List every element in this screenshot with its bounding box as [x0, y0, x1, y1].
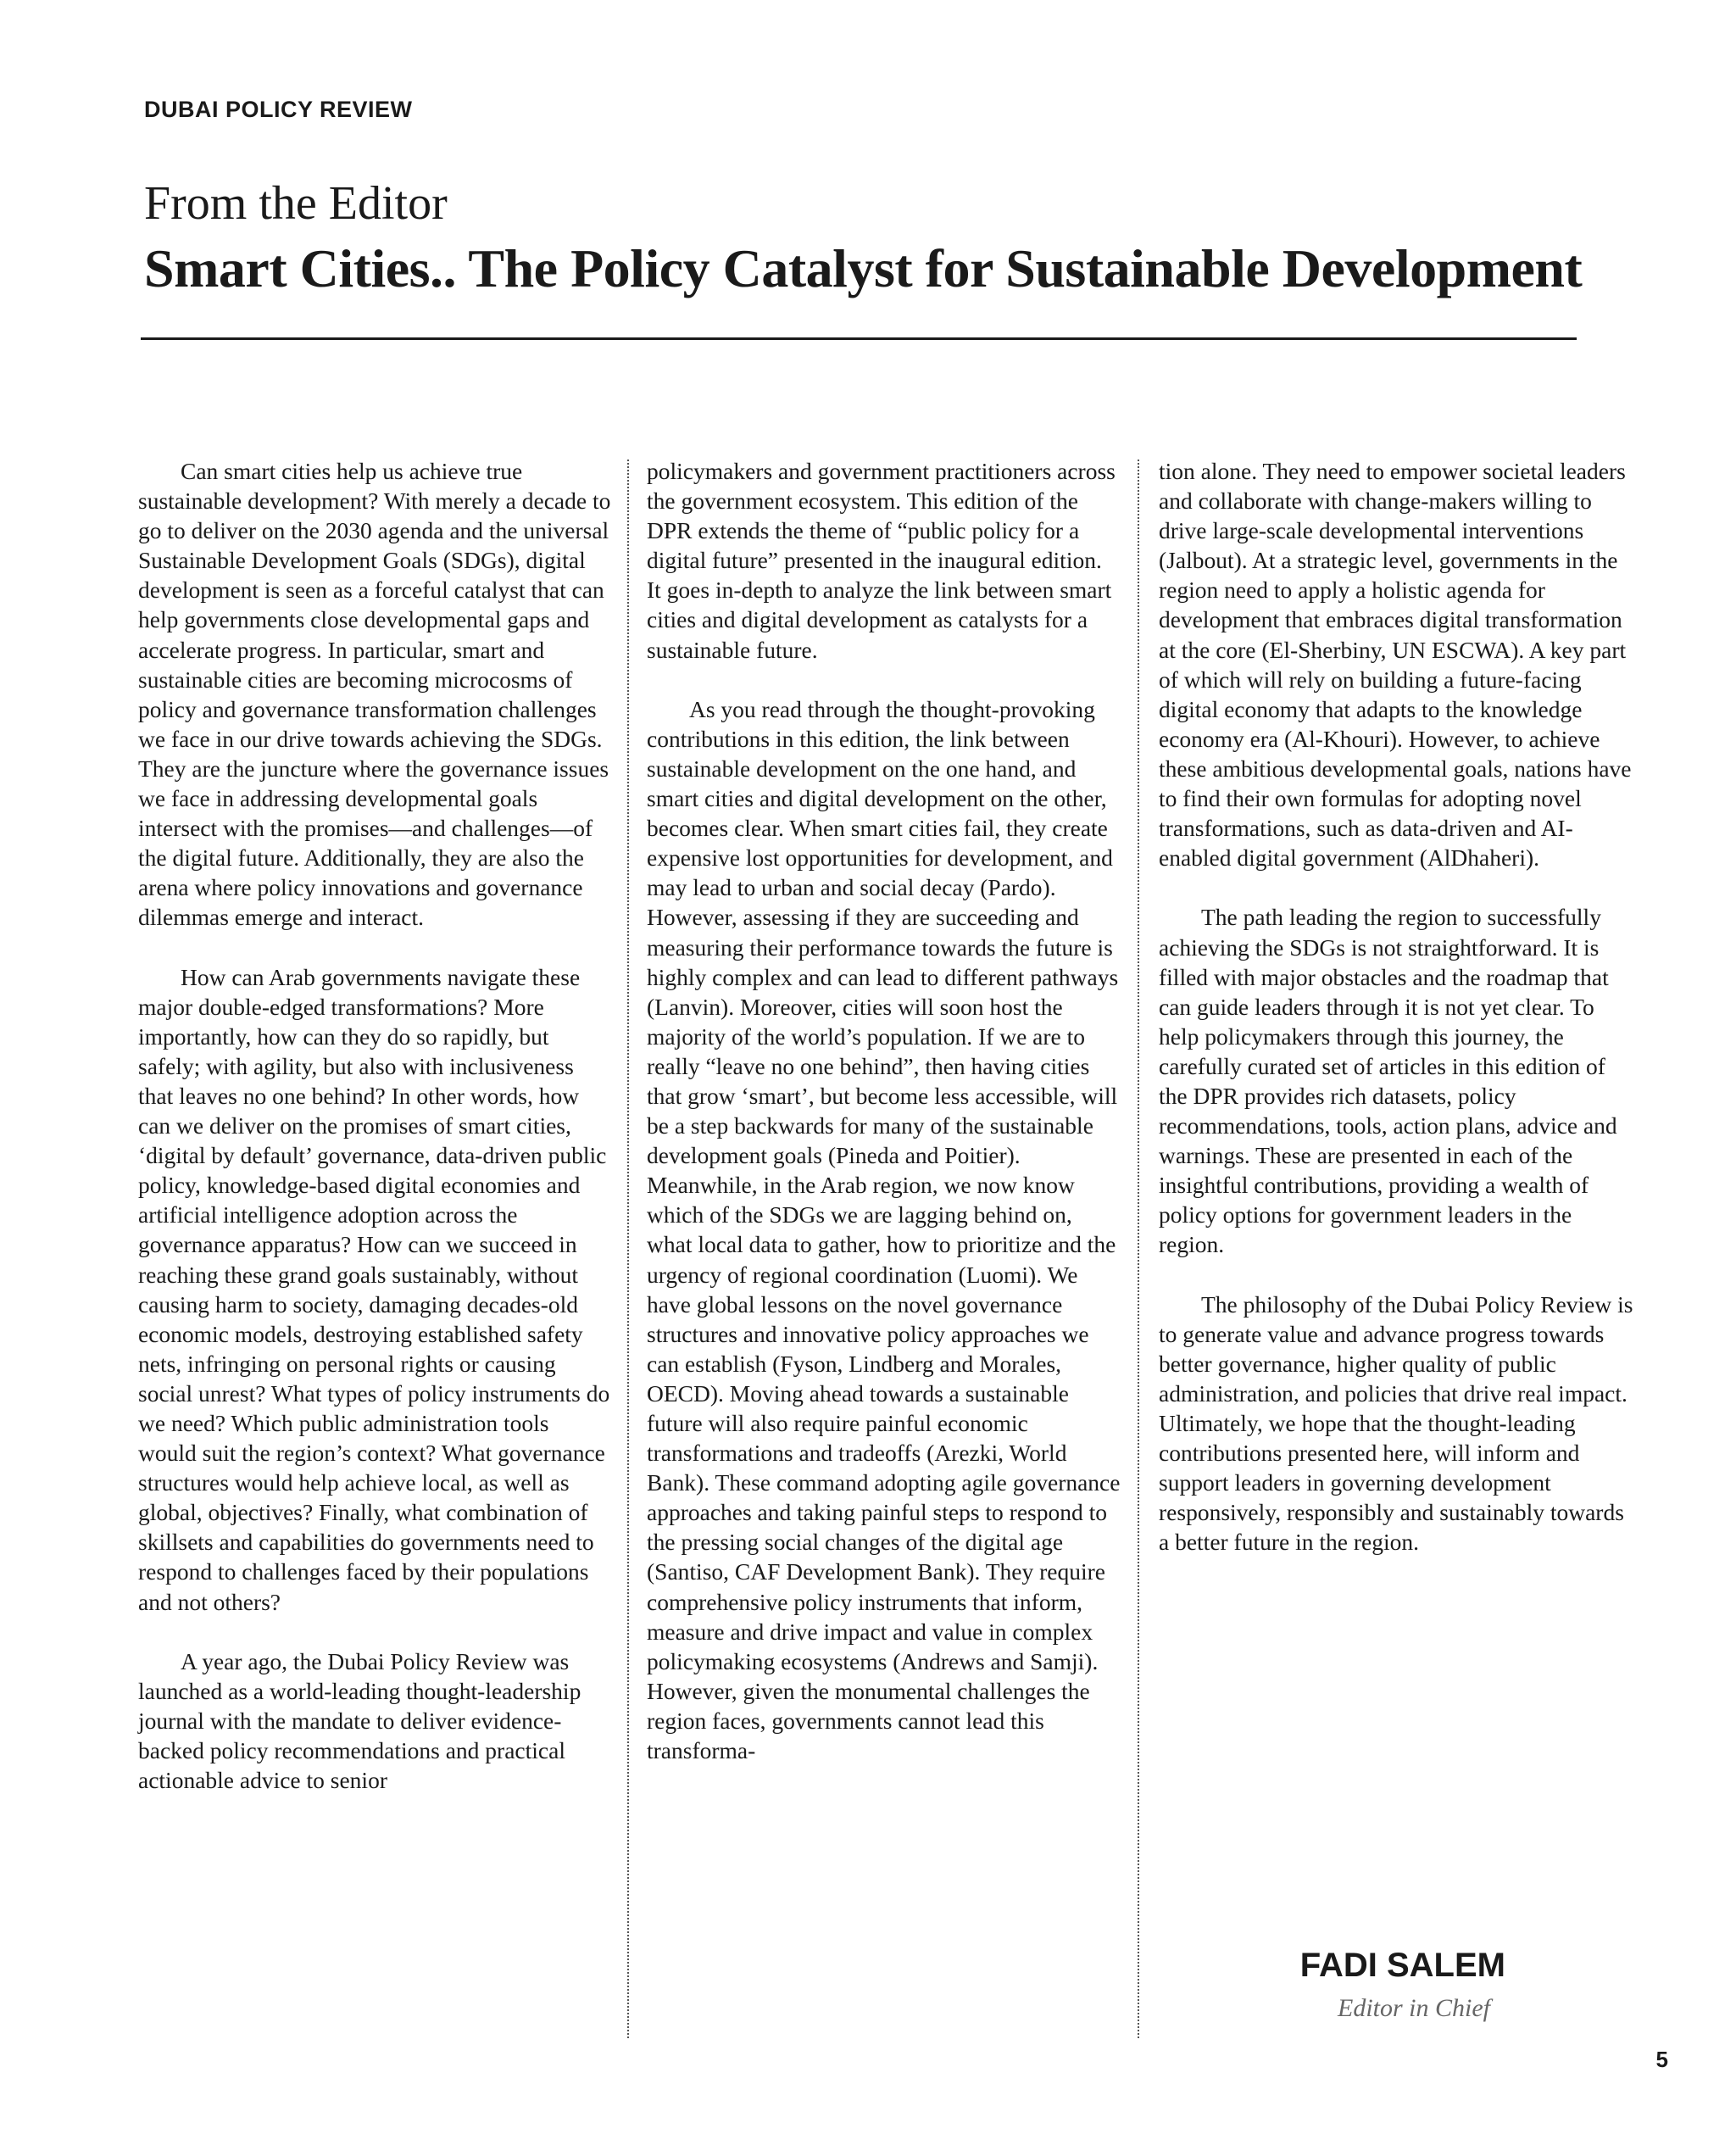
- paragraph: As you read through the thought-provoking contributions in this edition, the link between sustainable development on the one hand, and smart cities and digital development on the other, becomes clear. When smart cities fail, they create expensive lost opportunities for development, and may lead to urban and social decay (Pardo). However, assessing if they are succeeding and measuring their performance towards the future is highly complex and can lead to different pathways (Lanvin). Moreover, cities will soon host the majority of the world’s population. If we are to really “leave no one behind”, then having cities that grow ‘smart’, but become less accessible, will be a step backwards for many of the sustainable development goals (Pineda and Poitier). Meanwhile, in the Arab region, we now know which of the SDGs we are lagging behind on, what local data to gather, how to prioritize and the urgency of regional coordination (Luomi). We have global lessons on the novel governance structures and innovative policy approaches we can establish (Fyson, Lindberg and Morales, OECD). Moving ahead towards a sustainable future will also require painful economic transformations and tradeoffs (Arezki, World Bank). These command adopting agile governance approaches and taking painful steps to respond to the pressing social changes of the digital age (Santiso, CAF Development Bank). They require comprehensive policy instruments that inform, measure and drive impact and value in complex policymaking ecosystems (Andrews and Samji). However, given the monumental challenges the region faces, governments cannot lead this transforma-: [647, 695, 1121, 1764]
- text-column-1: [138, 456, 613, 1825]
- paragraph: A year ago, the Dubai Policy Review was launched as a world-leading thought-leadership journal with the mandate to deliver evidence-backed policy recommendations and practical actionable advice to senior: [138, 1647, 581, 1794]
- text-column-2: [647, 456, 1121, 1795]
- section-kicker: From the Editor: [144, 177, 448, 230]
- journal-name: DUBAI POLICY REVIEW: [144, 97, 413, 122]
- paragraph: The philosophy of the Dubai Policy Review is to generate value and advance progress towards better governance, higher quality of public administration, and policies that drive real impact. Ultimately, we hope that the thought-leading contributions presented here, will inform and support leaders in governing development responsively, responsibly and sustainably towards a better future in the region.: [1159, 1290, 1633, 1556]
- paragraph: The path leading the region to successfully achieving the SDGs is not straightforward. It is filled with major obstacles and the roadmap that can guide leaders through it is not yet clear. To help policymakers through this journey, the carefully curated set of articles in this edition of the DPR provides rich datasets, policy recommendations, tools, action plans, advice and warnings. These are presented in each of the insightful contributions, providing a wealth of policy options for government leaders in the region.: [1159, 904, 1617, 1258]
- title-divider: [141, 337, 1577, 340]
- paragraph: policymakers and government practitioners across the government ecosystem. This edition of the DPR extends the theme of “public policy for a digital future” presented in the inaugural edition. It goes in-depth to analyze the link between smart cities and digital development as catalysts for a sustainable future.: [647, 458, 1116, 663]
- paragraph: Can smart cities help us achieve true sustainable development? With merely a decade to go to deliver on the 2030 agenda and the universal Sustainable Development Goals (SDGs), digital development is seen as a forceful catalyst that can help governments close developmental gaps and accelerate progress. In particular, smart and sustainable cities are becoming microcosms of policy and governance transformation challenges we face in our drive towards achieving the SDGs. They are the juncture where the governance issues we face in addressing developmental goals intersect with the promises—and challenges—of the digital future. Additionally, they are also the arena where policy innovations and governance dilemmas emerge and interact.: [138, 458, 611, 931]
- column-separator: [1138, 460, 1139, 2038]
- author-name: FADI SALEM: [1299, 1947, 1505, 1984]
- paragraph: tion alone. They need to empower societal leaders and collaborate with change-makers willing to drive large-scale developmental interventions (Jalbout). At a strategic level, governments in the region need to apply a holistic agenda for development that embraces digital transformation at the core (El-Sherbiny, UN ESCWA). A key part of which will rely on building a future-facing digital economy that adapts to the knowledge economy era (Al-Khouri). However, to achieve these ambitious developmental goals, nations have to find their own formulas for adopting novel transformations, such as data-driven and AI-enabled digital government (AlDhaheri).: [1159, 458, 1632, 872]
- paragraph: How can Arab governments navigate these major double-edged transformations? More importantly, how can they do so rapidly, but safely; with agility, but also with inclusiveness that leaves no one behind? In other words, how can we deliver on the promises of smart cities, ‘digital by default’ governance, data-driven public policy, knowledge-based digital economies and artificial intelligence adoption across the governance apparatus? How can we succeed in reaching these grand goals sustainably, without causing harm to society, damaging decades-old economic models, destroying established safety nets, infringing on personal rights or causing social unrest? What types of policy instruments do we need? Which public administration tools would suit the region’s context? What governance structures would help achieve local, as well as global, objectives? Finally, what combination of skillsets and capabilities do governments need to respond to challenges faced by their populations and not others?: [138, 963, 610, 1615]
- page-number: 5: [1655, 2047, 1668, 2072]
- author-role: Editor in Chief: [1338, 1994, 1490, 2022]
- text-column-3: [1159, 456, 1633, 1587]
- article-title: Smart Cities.. The Policy Catalyst for Sustainable Development: [144, 238, 1583, 298]
- column-separator: [627, 460, 629, 2038]
